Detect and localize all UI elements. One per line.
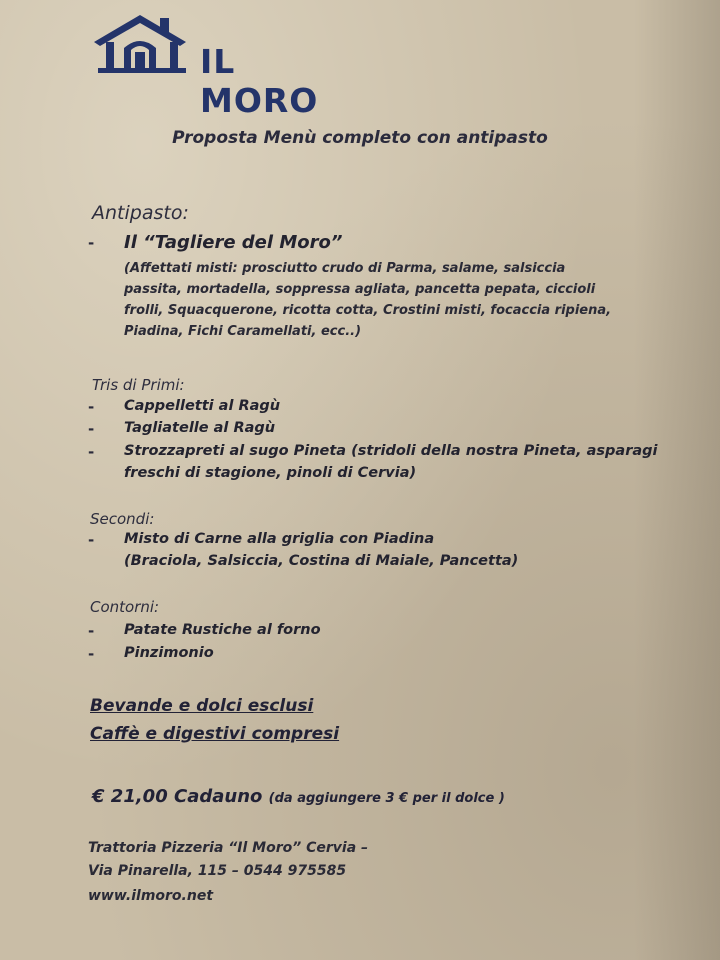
description-line: passita, mortadella, soppressa agliata, pancetta pepata, ciccioli: [124, 282, 596, 297]
antipasto-description: [124, 258, 634, 342]
contorni-title: Contorni:: [90, 598, 160, 616]
primi-item-continued: freschi di stagione, pinoli di Cervia): [124, 465, 417, 481]
description-line: Piadina, Fichi Caramellati, ecc..): [124, 324, 362, 339]
bullet-dash: -: [88, 443, 95, 461]
bullet-dash: -: [88, 420, 95, 438]
antipasto-item: Il “Tagliere del Moro”: [124, 232, 343, 253]
bullet-dash: -: [88, 622, 95, 640]
logo-text: IL MORO: [200, 42, 319, 120]
secondi-title: Secondi:: [90, 510, 155, 528]
footer-address: Via Pinarella, 115 – 0544 975585: [88, 863, 347, 879]
primi-item: Tagliatelle al Ragù: [124, 420, 276, 436]
bullet-dash: -: [88, 645, 95, 663]
drinks-note: Bevande e dolci esclusi: [90, 696, 314, 716]
menu-heading: Proposta Menù completo con antipasto: [172, 128, 548, 148]
bullet-dash: -: [88, 531, 95, 549]
coffee-note: Caffè e digestivi compresi: [90, 724, 340, 744]
footer-name: Trattoria Pizzeria “Il Moro” Cervia –: [88, 840, 369, 856]
description-line: (Affettati misti: prosciutto crudo di Parma, salame, salsiccia: [124, 261, 566, 276]
antipasto-title: Antipasto:: [92, 202, 189, 224]
contorni-item: Pinzimonio: [124, 645, 214, 661]
secondi-item: Misto di Carne alla griglia con Piadina: [124, 531, 435, 547]
price-note: (da aggiungere 3 € per il dolce ): [268, 791, 505, 806]
house-icon: [92, 12, 192, 76]
bullet-dash: -: [88, 234, 95, 252]
primi-item: Cappelletti al Ragù: [124, 398, 281, 414]
secondi-item-continued: (Braciola, Salsiccia, Costina di Maiale, Pancetta): [124, 553, 519, 569]
primi-title: Tris di Primi:: [92, 376, 185, 394]
footer-website: www.ilmoro.net: [88, 888, 214, 904]
primi-item: Strozzapreti al sugo Pineta (stridoli della nostra Pineta, asparagi: [124, 443, 658, 459]
price-main: € 21,00 Cadauno: [92, 786, 263, 807]
logo: [92, 12, 352, 120]
bullet-dash: -: [88, 398, 95, 416]
contorni-item: Patate Rustiche al forno: [124, 622, 321, 638]
description-line: frolli, Squacquerone, ricotta cotta, Crostini misti, focaccia ripiena,: [124, 303, 612, 318]
price: [92, 786, 505, 807]
